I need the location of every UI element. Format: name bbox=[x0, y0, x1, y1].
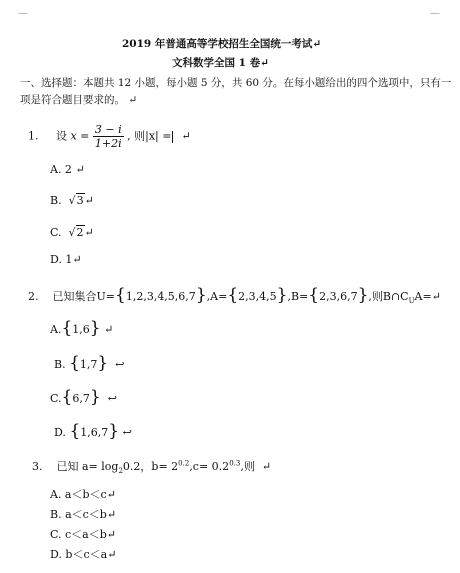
q2-option-b: B. {1,7} ↩ bbox=[54, 353, 125, 373]
q1-fraction: $\frac{3 - i}{1+2i}$ bbox=[94, 123, 122, 150]
corner-mark-right: — bbox=[430, 8, 440, 19]
q3-option-a: A. a＜b＜c↵ bbox=[50, 488, 116, 501]
q2-option-c: C.{6,7} ↩ bbox=[50, 387, 117, 407]
q3-option-c: C. c＜a＜b↵ bbox=[50, 528, 116, 541]
exam-subtitle: 文科数学全国 1 卷↵ bbox=[172, 57, 269, 69]
corner-mark-left: — bbox=[18, 8, 28, 19]
q3-option-d: D. b＜c＜a↵ bbox=[50, 548, 117, 561]
q1-option-a: A. 2 ↵ bbox=[50, 163, 85, 176]
q3-option-b: B. a＜c＜b↵ bbox=[50, 508, 117, 521]
q1-option-b: B. √3↵ bbox=[50, 194, 94, 207]
section-instruction-line2: 项是符合题目要求的。 ↵ bbox=[20, 94, 138, 106]
q2-option-a: A.{1,6} ↵ bbox=[50, 318, 114, 338]
q2-option-d: D. {1,6,7} ↩ bbox=[54, 421, 132, 441]
question-2: 2. 已知集合U={1,2,3,4,5,6,7},A={2,3,4,5},B={2,3,6,7},则$B\cap C_UA=↵$ bbox=[28, 285, 441, 306]
q1-option-d: D. 1↵ bbox=[50, 253, 82, 266]
question-1: 1. 设 x = $\frac{3 - i}{1+2i}$ , 则|x| = ↵ bbox=[28, 123, 191, 150]
exam-title: 2019 年普通高等学校招生全国统一考试↵ bbox=[122, 38, 322, 50]
question-3: 3. 已知 $a= \log_20.2$，$b= 2^{0.2},c= 0.2^{0.3}$,则 ↵ bbox=[32, 459, 272, 476]
text-cursor bbox=[172, 131, 173, 143]
section-instruction-line1: 一、选择题：本题共 12 小题，每小题 5 分，共 60 分。在每小题给出的四个选项中，只有一 bbox=[20, 77, 452, 89]
q1-option-c: C. √2↵ bbox=[50, 226, 94, 239]
